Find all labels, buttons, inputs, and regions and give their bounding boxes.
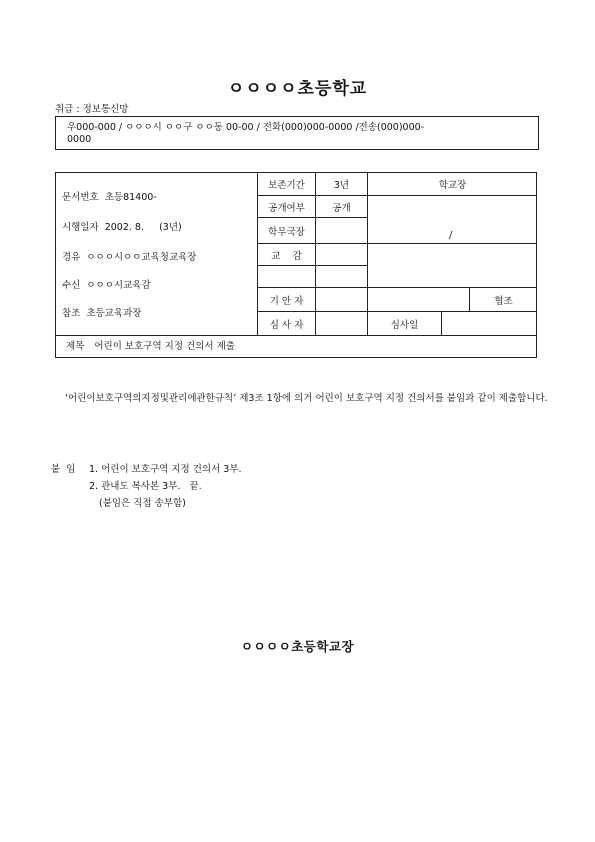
review-date-value	[441, 311, 537, 335]
review-date-label: 심사일	[367, 311, 441, 335]
reference-field	[62, 305, 141, 319]
drafter-sign	[315, 287, 367, 311]
attachments-block	[51, 461, 242, 512]
body-paragraph: ‘어린이보호구역의지정및관리에관한규칙’ 제3조 1항에 의거 어린이 보호구역 지정 건의서를 붙임과 같이 제출합니다.	[65, 393, 548, 404]
blank-label-cell	[257, 265, 315, 287]
handling-method: 취급 : 정보통신망	[55, 104, 129, 115]
recipient-label: 수신	[62, 280, 81, 291]
retention-label: 보존기간	[257, 173, 315, 195]
disclosure-label: 공개여부	[257, 195, 315, 217]
retention-value: 3년	[315, 173, 367, 195]
document-title: ㅇㅇㅇㅇ초등학교	[227, 79, 368, 99]
reviewer-label: 심 사 자	[257, 311, 315, 335]
principal-extra-cell	[367, 243, 537, 287]
via-label: 경유	[62, 252, 81, 263]
cooperation-label: 협조	[469, 287, 537, 311]
disclosure-value: 공개	[315, 195, 367, 217]
drafter-label: 기 안 자	[257, 287, 315, 311]
address-box	[55, 116, 539, 150]
date-field	[62, 219, 182, 233]
recipient-value: ㅇㅇㅇ시교육감	[86, 280, 151, 291]
reference-value: 초등교육과장	[86, 308, 142, 319]
academic-head-label: 학무국장	[257, 217, 315, 243]
date-value: 2002. 8. (3년)	[104, 222, 182, 233]
subject-label: 제목	[66, 341, 85, 352]
blank-value-cell	[315, 265, 367, 287]
via-value: ㅇㅇㅇ시ㅇㅇ교육청교육장	[86, 252, 197, 263]
approval-table	[257, 173, 537, 335]
document-header-box	[55, 172, 537, 358]
subject-divider	[56, 335, 536, 336]
drafter-extra	[367, 287, 469, 311]
reference-label: 참조	[62, 308, 81, 319]
vice-principal-sign	[315, 243, 367, 265]
attachment-note: (붙임은 직접 송부함)	[99, 498, 186, 509]
principal-label: 학교장	[367, 173, 537, 195]
doc-number-value: 초등81400-	[104, 192, 157, 203]
sender-name: ㅇㅇㅇㅇ초등학교장	[240, 639, 355, 654]
subject-line	[66, 338, 235, 352]
recipient-field	[62, 277, 151, 291]
via-field	[62, 249, 196, 263]
attachment-item-2: 2. 관내도 복사본 3부. 끝.	[89, 481, 202, 492]
doc-number-label: 문서번호	[62, 192, 99, 203]
subject-value: 어린이 보호구역 지정 건의서 제출	[94, 341, 235, 352]
date-label: 시행일자	[62, 222, 99, 233]
attachment-item-1: 1. 어린이 보호구역 지정 건의서 3부.	[89, 464, 242, 475]
address-line-1: 우000-000 / ㅇㅇㅇ시 ㅇㅇ구 ㅇㅇ동 00-00 / 전화(000)000-0000 /전송(000)000-	[67, 122, 425, 133]
doc-number-field	[62, 189, 157, 203]
attachments-label: 붙 임	[51, 464, 76, 475]
vice-principal-label: 교 감	[257, 243, 315, 265]
academic-head-sign	[315, 217, 367, 243]
signature-slash: /	[449, 230, 453, 241]
address-line-2: 0000	[67, 134, 92, 145]
reviewer-sign	[315, 311, 367, 335]
